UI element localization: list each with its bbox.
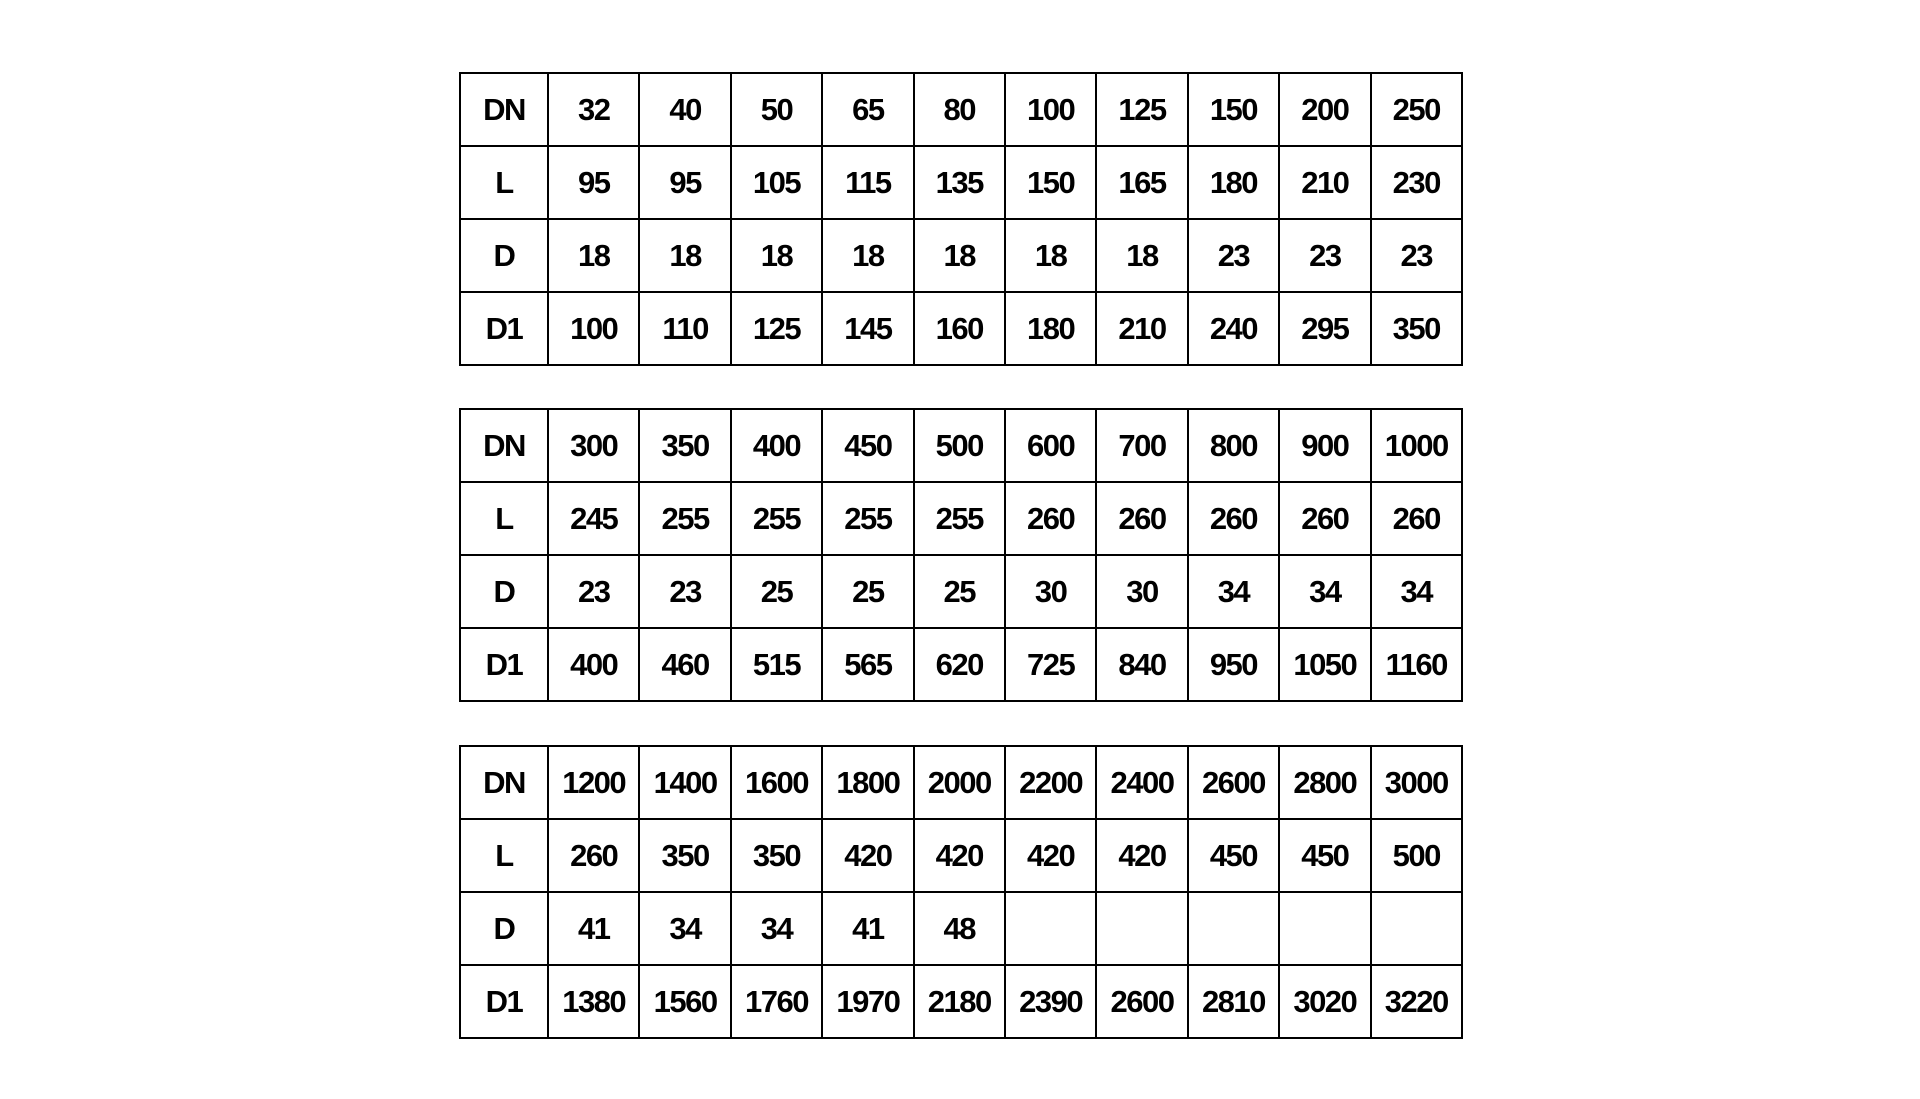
- row-label-dn: DN: [460, 409, 548, 482]
- table-cell: 2180: [914, 965, 1005, 1038]
- table-cell: 18: [1096, 219, 1187, 292]
- dimension-table-1: [459, 72, 1463, 366]
- table-cell: 210: [1279, 146, 1370, 219]
- table-cell: 23: [1188, 219, 1279, 292]
- table-cell: 565: [822, 628, 913, 701]
- table-cell: 100: [1005, 73, 1096, 146]
- table-row-d: [460, 892, 1462, 965]
- table-cell: 500: [914, 409, 1005, 482]
- table-cell: 420: [1005, 819, 1096, 892]
- table-cell: 600: [1005, 409, 1096, 482]
- table-row-d1: [460, 292, 1462, 365]
- table-cell: 30: [1005, 555, 1096, 628]
- table-cell: 3000: [1371, 746, 1462, 819]
- table-cell: 2000: [914, 746, 1005, 819]
- table-cell: 3020: [1279, 965, 1370, 1038]
- row-label-l: L: [460, 482, 548, 555]
- table-cell: 350: [639, 819, 730, 892]
- table-cell: 500: [1371, 819, 1462, 892]
- table-cell: 180: [1188, 146, 1279, 219]
- row-label-d1: D1: [460, 292, 548, 365]
- table-cell: 460: [639, 628, 730, 701]
- table-cell: 30: [1096, 555, 1187, 628]
- table-cell: 34: [1279, 555, 1370, 628]
- table-cell: 40: [639, 73, 730, 146]
- table-cell: [1279, 892, 1370, 965]
- table-cell: 450: [1279, 819, 1370, 892]
- table-cell: 1200: [548, 746, 639, 819]
- table-cell: 2200: [1005, 746, 1096, 819]
- table-cell: 255: [639, 482, 730, 555]
- table-cell: 950: [1188, 628, 1279, 701]
- table-cell: 400: [731, 409, 822, 482]
- table-row-l: [460, 482, 1462, 555]
- row-label-d: D: [460, 219, 548, 292]
- table-cell: 110: [639, 292, 730, 365]
- table-cell: 260: [1371, 482, 1462, 555]
- table-cell: 25: [731, 555, 822, 628]
- table-row-d: [460, 555, 1462, 628]
- table-cell: 1000: [1371, 409, 1462, 482]
- table-row-l: [460, 819, 1462, 892]
- row-label-d1: D1: [460, 965, 548, 1038]
- row-label-d1: D1: [460, 628, 548, 701]
- table-cell: [1096, 892, 1187, 965]
- table-cell: 200: [1279, 73, 1370, 146]
- table-cell: 41: [822, 892, 913, 965]
- table-row-dn: [460, 73, 1462, 146]
- table-cell: 350: [1371, 292, 1462, 365]
- table-cell: 23: [639, 555, 730, 628]
- table-cell: 125: [1096, 73, 1187, 146]
- table-cell: 23: [548, 555, 639, 628]
- row-label-d: D: [460, 555, 548, 628]
- table-cell: 620: [914, 628, 1005, 701]
- table-cell: 1160: [1371, 628, 1462, 701]
- table-cell: 260: [1279, 482, 1370, 555]
- table-cell: 840: [1096, 628, 1187, 701]
- table-cell: 115: [822, 146, 913, 219]
- table-cell: 150: [1005, 146, 1096, 219]
- table-row-d: [460, 219, 1462, 292]
- table-cell: 95: [639, 146, 730, 219]
- table-row-d1: [460, 628, 1462, 701]
- table-cell: 245: [548, 482, 639, 555]
- table-cell: 34: [1371, 555, 1462, 628]
- table-cell: 2390: [1005, 965, 1096, 1038]
- table-cell: 2600: [1096, 965, 1187, 1038]
- table-cell: 450: [1188, 819, 1279, 892]
- table-cell: 100: [548, 292, 639, 365]
- row-label-dn: DN: [460, 746, 548, 819]
- table-cell: 18: [1005, 219, 1096, 292]
- table-cell: 65: [822, 73, 913, 146]
- table-cell: 2600: [1188, 746, 1279, 819]
- table-cell: 180: [1005, 292, 1096, 365]
- table-cell: 135: [914, 146, 1005, 219]
- table-cell: 250: [1371, 73, 1462, 146]
- table-cell: 1380: [548, 965, 639, 1038]
- table-cell: 2810: [1188, 965, 1279, 1038]
- table-cell: 34: [731, 892, 822, 965]
- table-cell: 95: [548, 146, 639, 219]
- table-cell: 260: [548, 819, 639, 892]
- table-cell: 18: [822, 219, 913, 292]
- table-cell: 725: [1005, 628, 1096, 701]
- table-cell: 515: [731, 628, 822, 701]
- table-cell: 18: [548, 219, 639, 292]
- table-cell: 255: [914, 482, 1005, 555]
- table-cell: 105: [731, 146, 822, 219]
- table-cell: 3220: [1371, 965, 1462, 1038]
- table-cell: 50: [731, 73, 822, 146]
- table-cell: 350: [639, 409, 730, 482]
- row-label-l: L: [460, 819, 548, 892]
- table-cell: 1970: [822, 965, 913, 1038]
- table-cell: 700: [1096, 409, 1187, 482]
- table-cell: 420: [914, 819, 1005, 892]
- table-cell: 2800: [1279, 746, 1370, 819]
- table-cell: [1188, 892, 1279, 965]
- table-cell: 1400: [639, 746, 730, 819]
- table-cell: 160: [914, 292, 1005, 365]
- table-cell: 1800: [822, 746, 913, 819]
- table-cell: [1005, 892, 1096, 965]
- dimension-table-3: [459, 745, 1463, 1039]
- table-cell: 260: [1188, 482, 1279, 555]
- table-cell: 150: [1188, 73, 1279, 146]
- table-cell: 2400: [1096, 746, 1187, 819]
- table-cell: 255: [822, 482, 913, 555]
- dimension-table-2: [459, 408, 1463, 702]
- table-cell: 420: [822, 819, 913, 892]
- row-label-d: D: [460, 892, 548, 965]
- table-cell: 165: [1096, 146, 1187, 219]
- table-cell: 18: [731, 219, 822, 292]
- table-cell: 25: [914, 555, 1005, 628]
- table-cell: 125: [731, 292, 822, 365]
- table-cell: 260: [1005, 482, 1096, 555]
- table-cell: 23: [1371, 219, 1462, 292]
- table-cell: 1050: [1279, 628, 1370, 701]
- table-cell: [1371, 892, 1462, 965]
- table-cell: 230: [1371, 146, 1462, 219]
- table-cell: 25: [822, 555, 913, 628]
- table-cell: 420: [1096, 819, 1187, 892]
- table-cell: 900: [1279, 409, 1370, 482]
- table-cell: 41: [548, 892, 639, 965]
- table-cell: 18: [639, 219, 730, 292]
- table-cell: 240: [1188, 292, 1279, 365]
- table-cell: 32: [548, 73, 639, 146]
- table-cell: 80: [914, 73, 1005, 146]
- table-cell: 1560: [639, 965, 730, 1038]
- table-cell: 210: [1096, 292, 1187, 365]
- table-cell: 300: [548, 409, 639, 482]
- table-cell: 1760: [731, 965, 822, 1038]
- table-cell: 260: [1096, 482, 1187, 555]
- table-cell: 34: [1188, 555, 1279, 628]
- table-cell: 18: [914, 219, 1005, 292]
- table-row-dn: [460, 746, 1462, 819]
- table-cell: 255: [731, 482, 822, 555]
- table-row-d1: [460, 965, 1462, 1038]
- row-label-l: L: [460, 146, 548, 219]
- table-cell: 34: [639, 892, 730, 965]
- table-cell: 145: [822, 292, 913, 365]
- row-label-dn: DN: [460, 73, 548, 146]
- table-cell: 295: [1279, 292, 1370, 365]
- table-cell: 1600: [731, 746, 822, 819]
- table-cell: 400: [548, 628, 639, 701]
- table-cell: 800: [1188, 409, 1279, 482]
- table-row-l: [460, 146, 1462, 219]
- table-cell: 23: [1279, 219, 1370, 292]
- table-row-dn: [460, 409, 1462, 482]
- table-cell: 350: [731, 819, 822, 892]
- table-cell: 450: [822, 409, 913, 482]
- table-cell: 48: [914, 892, 1005, 965]
